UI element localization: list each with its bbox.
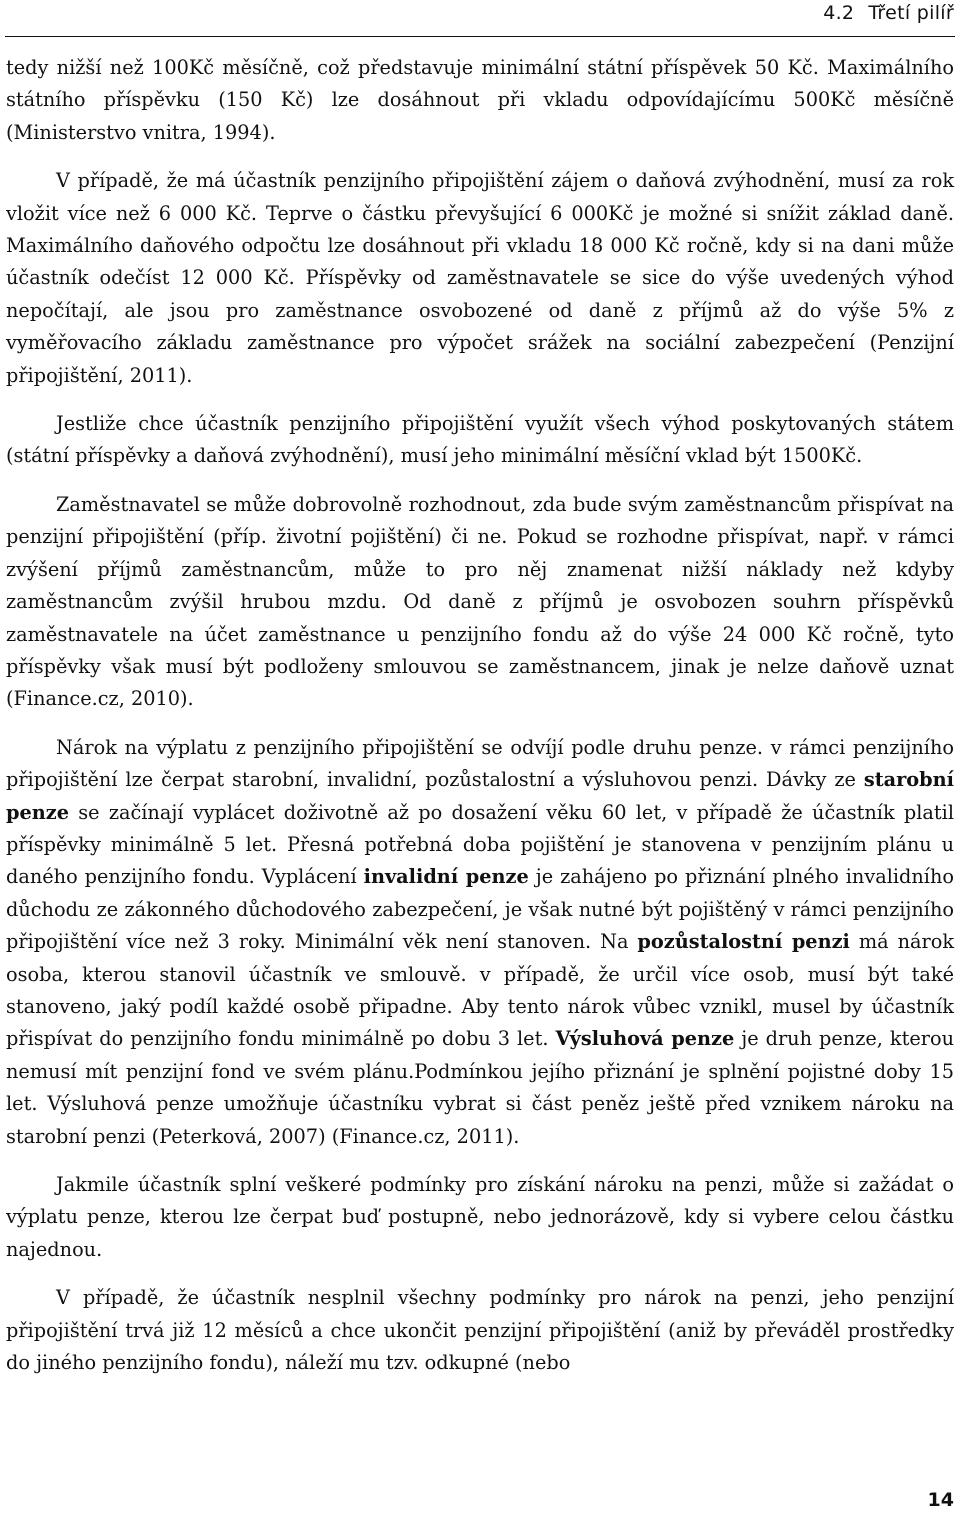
paragraph <box>6 165 954 392</box>
text-run: Nárok na výplatu z penzijního připojištění se odvíjí podle druhu penze. v rámci penzijního připojištění lze čerpat starobní, invalidní, pozůstalostní a výsluhovou penzi. Dávky ze <box>6 735 954 792</box>
section-title: Třetí pilíř <box>868 2 954 24</box>
section-heading <box>823 2 954 24</box>
bold-term: pozůstalostní penzi <box>637 930 850 954</box>
paragraph <box>6 732 954 1153</box>
text-run: tedy nižší než 100Kč měsíčně, což představuje minimální státní příspěvek 50 Kč. Maximálního státního příspěvku (150 Kč) lze dosáhnout při vkladu odpovídajícímu 500Kč měsíčně (Ministerstvo vnitra, 1994). <box>6 56 954 144</box>
section-number: 4.2 <box>823 2 855 24</box>
text-run: Jakmile účastník splní veškeré podmínky pro získání nároku na penzi, může si zažádat o výplatu penze, kterou lze čerpat buď postupně, nebo jednorázově, kdy si vybere celou částku najednou. <box>6 1173 954 1261</box>
body-text <box>6 52 954 1395</box>
text-run: V případě, že má účastník penzijního připojištění zájem o daňová zvýhodnění, musí za rok vložit více než 6 000 Kč. Teprve o částku převyšující 6 000Kč je možné si snížit základ daně. Maximálního daňového odpočtu lze dosáhnout při vkladu 18 000 Kč ročně, kdy si na dani může účastník odečíst 12 000 Kč. Příspěvky od zaměstnavatele se sice do výše uvedených výhod nepočítají, ale jsou pro zaměstnance osvobozené od daně z příjmů až do výše 5% z vyměřovacího základu zaměstnance pro výpočet srážek na sociální zabezpečení (Penzijní připojištění, 2011). <box>6 169 954 387</box>
page-number: 14 <box>927 1489 954 1511</box>
text-run: je druh penze, kterou nemusí mít penzijní fond ve svém plánu.Podmínkou jejího přiznání je splnění pojistné doby 15 let. Výsluhová penze umožňuje účastníku vybrat si část peněz ještě před vznikem nároku na starobní penzi (Peterková, 2007) (Finance.cz, 2011). <box>6 1027 954 1148</box>
bold-term: starobní penze <box>6 768 954 824</box>
header-divider <box>5 36 955 37</box>
paragraph <box>6 52 954 149</box>
paragraph <box>6 408 954 473</box>
text-run: Zaměstnavatel se může dobrovolně rozhodnout, zda bude svým zaměstnancům přispívat na penzijní připojištění (příp. životní pojištění) či ne. Pokud se rozhodne přispívat, např. v rámci zvýšení příjmů zaměstnancům, může to pro něj znamenat nižší náklady než kdyby zaměstnancům zvýšil hrubou mzdu. Od daně z příjmů je osvobozen souhrn příspěvků zaměstnavatele na účet zaměstnance u penzijního fondu až do výše 24 000 Kč ročně, tyto příspěvky však musí být podloženy smlouvou se zaměstnancem, jinak je nelze daňově uznat (Finance.cz, 2010). <box>6 492 954 711</box>
bold-term: Výsluhová penze <box>555 1027 735 1051</box>
paragraph <box>6 1169 954 1266</box>
paragraph <box>6 1282 954 1379</box>
text-run: se začínají vyplácet doživotně až po dosažení věku 60 let, v případě že účastník platil příspěvky minimálně 5 let. Přesná potřebná doba pojištění je stanovena v penzijním plánu u daného penzijního fondu. Vyplácení <box>6 800 954 889</box>
text-run: Jestliže chce účastník penzijního připojištění využít všech výhod poskytovaných státem (státní příspěvky a daňová zvýhodnění), musí jeho minimální měsíční vklad být 1500Kč. <box>6 412 954 468</box>
text-run: V případě, že účastník nesplnil všechny podmínky pro nárok na penzi, jeho penzijní připojištění trvá již 12 měsíců a chce ukončit penzijní připojištění (aniž by převáděl prostředky do jiného penzijního fondu), náleží mu tzv. odkupné (nebo <box>6 1286 954 1375</box>
text-run: má nárok osoba, kterou stanovil účastník ve smlouvě. v případě, že určil více osob, musí být také stanoveno, jaký podíl každé osobě připadne. Aby tento nárok vůbec vznikl, musel by účastník přispívat do penzijního fondu minimálně po dobu 3 let. <box>6 930 955 1051</box>
running-header <box>0 0 960 38</box>
text-run: je zahájeno po přiznání plného invalidního důchodu ze zákonného důchodového zabezpečení, je však nutné být pojištěný v rámci penzijního připojištění více než 3 roky. Minimální věk není stanoven. Na <box>6 865 954 954</box>
paragraph <box>6 489 954 716</box>
bold-term: invalidní penze <box>363 865 529 889</box>
